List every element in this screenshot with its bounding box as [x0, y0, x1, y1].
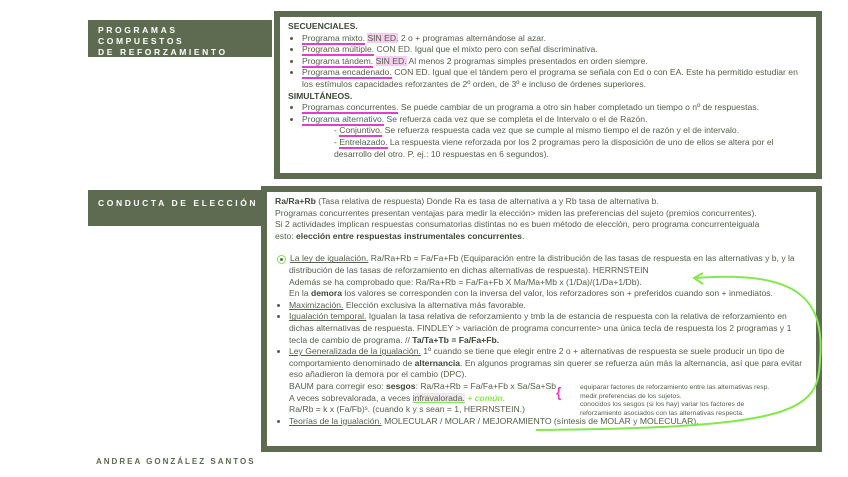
arrow-annotation-icon	[500, 270, 830, 440]
igualacion-line3: En la demora los valores se corresponden con la inversa del valor, los reforzadores son + preferidos cuando son + inmediatos.	[289, 288, 773, 299]
heading-simultaneos: SIMULTÁNEOS.	[288, 90, 353, 101]
label-line2: DE REFORZAMIENTO	[98, 47, 228, 57]
intro-line2: Programas concurrentes presentan ventajas para medir la elección> miden las preferencias del sujeto (premios concurrentes).	[275, 207, 757, 218]
list-item: • Maximización. Elección exclusiva la alternativa más favorable.	[289, 300, 806, 312]
igualacion-line2: Además se ha comprobado que: Ra/Ra+Rb = Fa/Fa+Fb X Ma/Ma+Mb x (1/Da)/(1/Da+1/Db).	[289, 276, 642, 287]
list-item: • Ley Generalizada de la igualación. 1º cuando se tiene que elegir entre 2 o + alternativas de respuesta se suele producir un tipo de comportamiento denominado de alternancia. En algunos programas sin querer se refuerza aún más la alternancia, así que para evitar eso añadieron la demora por el cambio (DPC). BAUM para corregir eso: sesgos: Ra/Ra+Rb = Fa/Fa+Fb x Sa/Sa+Sb A veces sobrevalorada, a veces infravalorada. + común. Ra/Rb = k x (Fa/Fb)ˢ. (cuando k y s sean = 1, HERRNSTEIN.)	[289, 346, 806, 416]
sesgos-note: equiparar factores de reforzamiento entre las alternativas resp. medir preferencias de los sujetos. conocidos los sesgos (si los hay) variar los factores de reforzamiento asociados con las alternativas respecta.	[580, 384, 770, 417]
list-item: • Programa tándem. SIN ED. Al menos 2 programas simples presentados en orden siempre.	[302, 56, 808, 68]
list-item: La ley de igualación. Ra/Ra+Rb = Fa/Fa+Fb (Equiparación entre la distribución de las tasas de respuesta en las alternativas y b, y la distribución de las tasas de reforzamiento en dichas alternativas de respuesta). HERRNSTEIN Además se ha comprobado que: Ra/Ra+Rb = Fa/Fa+Fb X Ma/Ma+Mb x (1/Da)/(1/Da+1/Db). En la demora los valores se corresponden con la inversa del valor, los reforzadores son + preferidos cuando son + inmediatos.	[275, 253, 806, 299]
intro-line4: esto: elección entre respuestas instrumentales concurrentes.	[275, 230, 525, 241]
heading-secuenciales: SECUENCIALES.	[288, 21, 358, 31]
sim-list	[288, 102, 808, 125]
author-name: ANDREA GONZÁLEZ SANTOS	[96, 457, 256, 466]
intro-line3: Si 2 actividades implican respuestas consumatorias distintas no es buen método de elección, pero programa concurrenteiguala	[275, 219, 760, 230]
list-item: • Programas concurrentes. Se puede cambiar de un programa a otro sin haber completado un tiempo o nº de respuestas.	[302, 102, 808, 114]
section-label-eleccion	[88, 190, 272, 226]
comun-annotation: + común.	[467, 392, 506, 403]
list-item: • Igualación temporal. Igualan la tasa relativa de reforzamiento y tmb la de estancia de respuesta con la relativa de reforzamiento en dichas alternativas de respuesta. FINDLEY > variación de programa concurrente> una única tecla de respuesta los 2 programas y 1 tecla de cambio de programa. // Ta/Ta+Tb = Fa/Fa+Fb.	[289, 311, 806, 346]
sub-list	[288, 125, 808, 160]
list-item: • Programa encadenado. CON ED. Igual que el tándem pero el programa se señala con Ed o con EA. Este ha permitido estudiar en los estímulos capacidades reforzantes de 2º orden, de 3º e incluso de órdenes superiores.	[302, 67, 808, 90]
intro-line1: Ra/Ra+Rb (Tasa relativa de respuesta) Donde Ra es tasa de alternativa a y Rb tasa de alternativa b.	[275, 196, 659, 206]
programas-box	[274, 11, 822, 179]
section-label-programas	[88, 20, 272, 57]
label-line1: PROGRAMAS COMPUESTOS	[98, 25, 185, 46]
list-item: • Teorías de la igualación. MOLECULAR / MOLAR / MEJORAMIENTO (síntesis de MOLAR y MOLECULAR).	[289, 416, 806, 428]
list-item: - Conjuntivo. Se refuerza respuesta cada vez que se cumple al mismo tiempo el de razón y el de intervalo.	[334, 125, 740, 136]
label-line: CONDUCTA DE ELECCIÓN	[98, 198, 259, 208]
list-item: • Programa alternativo. Se refuerza cada vez que se completa el de Intervalo o el de Razón.	[302, 114, 808, 126]
brace-icon: {	[556, 384, 562, 400]
list-item: • Programa mixto. SIN ED. 2 o + programas alternándose al azar.	[302, 33, 808, 45]
sobre-line: A veces sobrevalorada, a veces infravalorada. + común.	[289, 392, 506, 403]
check-circle-icon	[277, 255, 286, 264]
list-item: - Entrelazado. La respuesta viene reforzada por los 2 programas pero la disposición de uno de ellos se altera por el desarrollo del otro. P. ej.: 10 respuestas en 6 segundos).	[334, 136, 774, 159]
baum-line: BAUM para corregir eso: sesgos: Ra/Ra+Rb = Fa/Fa+Fb x Sa/Sa+Sb	[289, 380, 557, 391]
list-item: • Programa múltiple. CON ED. Igual que el mixto pero con señal discriminativa.	[302, 44, 808, 56]
seq-list	[288, 33, 808, 91]
formula-line: Ra/Rb = k x (Fa/Fb)ˢ. (cuando k y s sean = 1, HERRNSTEIN.)	[289, 404, 525, 415]
